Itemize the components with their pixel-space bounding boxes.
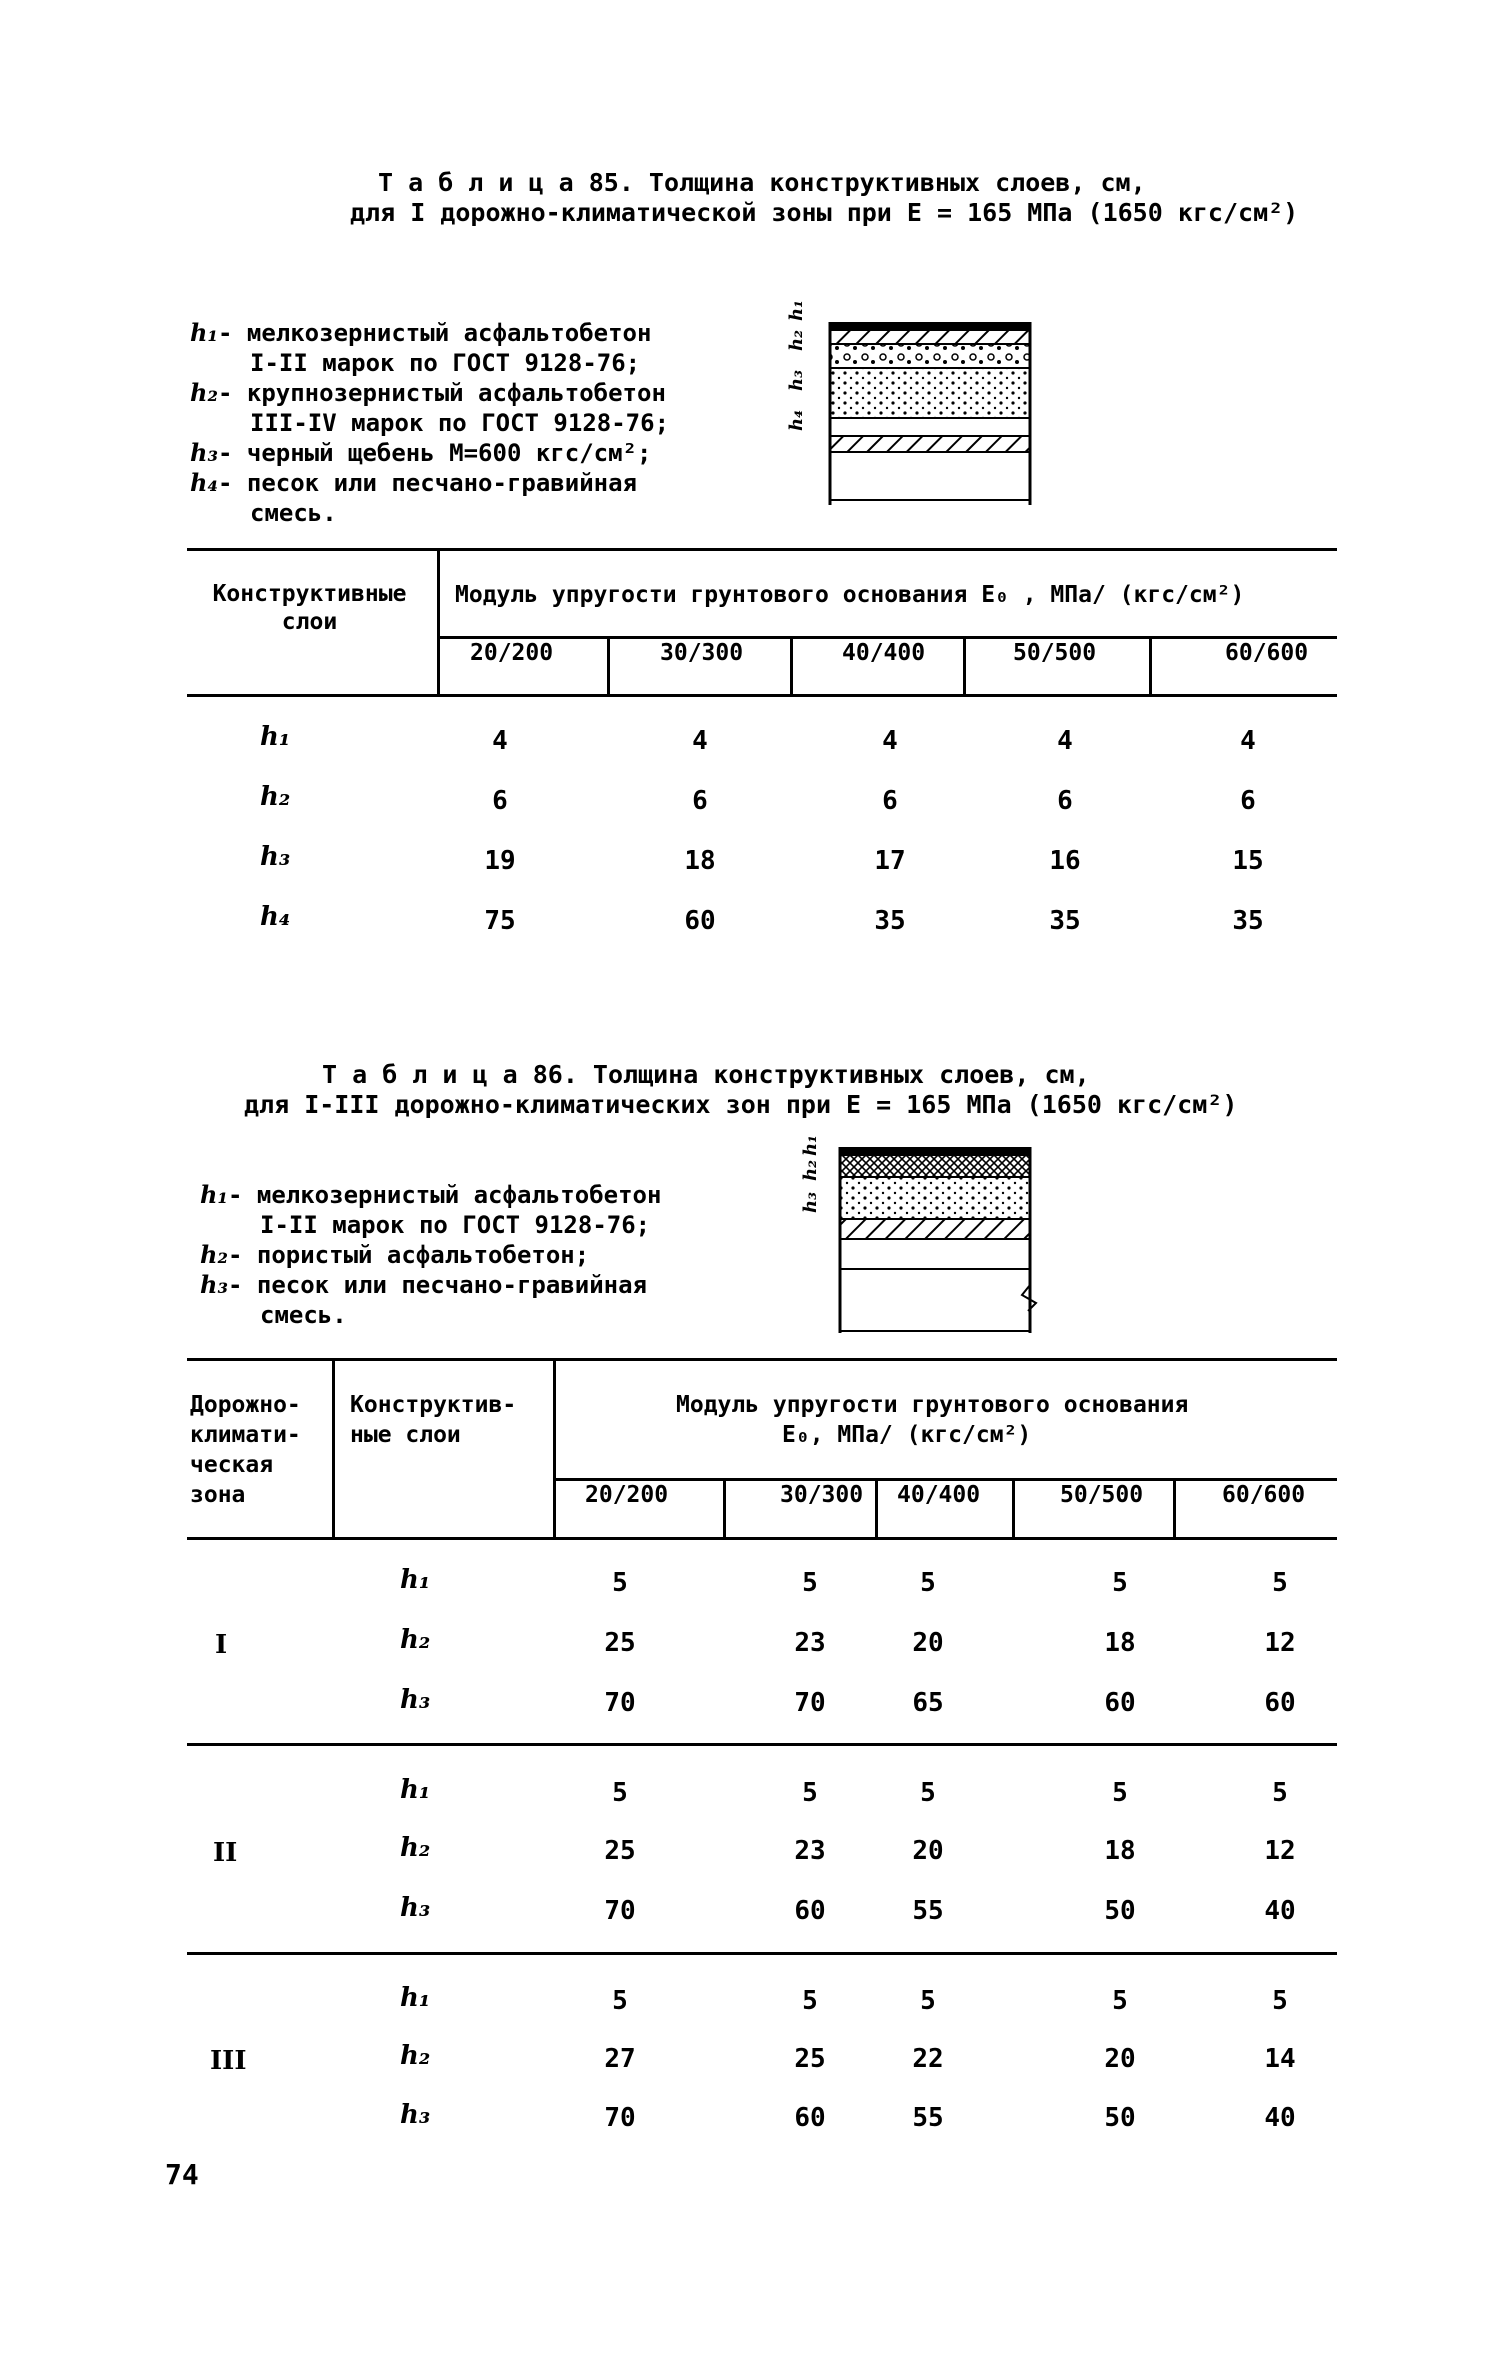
table86-caption-line1: Т а б л и ц а 86. Толщина конструктивных слоев, см, bbox=[322, 1060, 1090, 1089]
table-cell: 60 bbox=[684, 906, 716, 936]
rule bbox=[553, 1478, 1337, 1481]
table-cell: 25 bbox=[604, 1836, 636, 1866]
rule bbox=[1149, 636, 1152, 696]
rule bbox=[437, 636, 1337, 639]
table-cell: 6 bbox=[692, 786, 708, 816]
table86-col-header: 50/500 bbox=[1060, 1482, 1144, 1508]
table86-header-layers: Конструктив- ные слои bbox=[350, 1392, 517, 1448]
table-cell: 25 bbox=[794, 2044, 826, 2074]
table85-header-modulus: Модуль упругости грунтового основания E₀ , МПа/ (кгс/см²) bbox=[455, 582, 1245, 608]
table-row-label: h₁ bbox=[400, 1565, 431, 1595]
legend-row: смесь. bbox=[250, 499, 337, 527]
zone-label: III bbox=[210, 2046, 247, 2076]
table-cell: 6 bbox=[492, 786, 508, 816]
table-cell: 22 bbox=[912, 2044, 944, 2074]
legend-row: I-II марок по ГОСТ 9128-76; bbox=[260, 1211, 651, 1239]
table-cell: 75 bbox=[484, 906, 516, 936]
table-cell: 5 bbox=[1272, 1986, 1288, 2016]
table-cell: 5 bbox=[920, 1568, 936, 1598]
table-cell: 35 bbox=[1232, 906, 1264, 936]
table-cell: 20 bbox=[912, 1836, 944, 1866]
table-cell: 17 bbox=[874, 846, 906, 876]
table-row-label: h₂ bbox=[260, 782, 291, 812]
table-cell: 5 bbox=[802, 1778, 818, 1808]
rule bbox=[187, 694, 1337, 697]
legend-row: h₂- пористый асфальтобетон; bbox=[200, 1240, 590, 1269]
table-row-label: h₁ bbox=[260, 722, 291, 752]
table-cell: 15 bbox=[1232, 846, 1264, 876]
diagram85-label-h1: h₁ bbox=[785, 300, 807, 321]
rule bbox=[553, 1358, 556, 1540]
table-cell: 18 bbox=[684, 846, 716, 876]
table-cell: 5 bbox=[1112, 1778, 1128, 1808]
table-cell: 6 bbox=[1240, 786, 1256, 816]
table-cell: 4 bbox=[1057, 726, 1073, 756]
table-row-label: h₂ bbox=[400, 1625, 431, 1655]
table86-legend bbox=[200, 1180, 661, 1330]
table-row-label: h₂ bbox=[400, 2041, 431, 2071]
table-cell: 5 bbox=[1272, 1568, 1288, 1598]
table-cell: 5 bbox=[920, 1986, 936, 2016]
table85-col-header: 50/500 bbox=[1013, 640, 1097, 666]
table-cell: 18 bbox=[1104, 1836, 1136, 1866]
table-row-label: h₃ bbox=[400, 1685, 431, 1715]
table-cell: 18 bbox=[1104, 1628, 1136, 1658]
table85-col-header: 60/600 bbox=[1225, 640, 1309, 666]
table-cell: 4 bbox=[492, 726, 508, 756]
table85-col-header: 40/400 bbox=[842, 640, 926, 666]
zone-label: II bbox=[213, 1838, 238, 1868]
rule bbox=[187, 1358, 1337, 1361]
table-cell: 5 bbox=[802, 1986, 818, 2016]
table86-layer-diagram bbox=[790, 1135, 1050, 1340]
table-cell: 60 bbox=[794, 2103, 826, 2133]
table85-col-header: 30/300 bbox=[660, 640, 744, 666]
table-row-label: h₃ bbox=[260, 842, 291, 872]
table-row-label: h₃ bbox=[400, 1893, 431, 1923]
table85-header-layers: Конструктивные слои bbox=[212, 581, 407, 635]
table-cell: 5 bbox=[612, 1778, 628, 1808]
table-cell: 16 bbox=[1049, 846, 1081, 876]
table-cell: 40 bbox=[1264, 1896, 1296, 1926]
table-cell: 55 bbox=[912, 2103, 944, 2133]
table85-layer-diagram bbox=[770, 310, 1070, 510]
table-cell: 5 bbox=[1112, 1986, 1128, 2016]
table-cell: 19 bbox=[484, 846, 516, 876]
table-cell: 5 bbox=[612, 1568, 628, 1598]
table85-caption-line2: для I дорожно-климатической зоны при E = 165 МПа (1650 кгс/см²) bbox=[350, 198, 1299, 227]
diagram85-label-h4: h₄ bbox=[785, 410, 807, 431]
table-cell: 70 bbox=[604, 1688, 636, 1718]
table85-col-header: 20/200 bbox=[470, 640, 554, 666]
rule bbox=[437, 548, 440, 696]
legend-row: III-IV марок по ГОСТ 9128-76; bbox=[250, 409, 670, 437]
rule bbox=[187, 548, 1337, 551]
table86-caption-line2: для I-III дорожно-климатических зон при E = 165 МПа (1650 кгс/см²) bbox=[244, 1090, 1238, 1119]
table-cell: 5 bbox=[1272, 1778, 1288, 1808]
rule bbox=[187, 1743, 1337, 1746]
diagram85-label-h3: h₃ bbox=[785, 370, 807, 391]
table-cell: 4 bbox=[1240, 726, 1256, 756]
table-cell: 20 bbox=[1104, 2044, 1136, 2074]
table86-col-header: 20/200 bbox=[585, 1482, 669, 1508]
rule bbox=[187, 1537, 1337, 1540]
rule bbox=[963, 636, 966, 696]
table-cell: 5 bbox=[612, 1986, 628, 2016]
diagram86-label-h2: h₂ bbox=[799, 1160, 821, 1181]
table85-caption-line1: Т а б л и ц а 85. Толщина конструктивных слоев, см, bbox=[378, 168, 1146, 197]
table-cell: 4 bbox=[692, 726, 708, 756]
rule bbox=[723, 1478, 726, 1538]
table-cell: 40 bbox=[1264, 2103, 1296, 2133]
table-cell: 60 bbox=[1104, 1688, 1136, 1718]
table-cell: 23 bbox=[794, 1628, 826, 1658]
table-cell: 55 bbox=[912, 1896, 944, 1926]
table-cell: 50 bbox=[1104, 2103, 1136, 2133]
legend-row: h₄- песок или песчано-гравийная bbox=[190, 468, 637, 497]
table-cell: 27 bbox=[604, 2044, 636, 2074]
table-cell: 6 bbox=[1057, 786, 1073, 816]
table86-col-header: 30/300 bbox=[780, 1482, 864, 1508]
table-cell: 65 bbox=[912, 1688, 944, 1718]
table-row-label: h₄ bbox=[260, 902, 291, 932]
table-cell: 35 bbox=[1049, 906, 1081, 936]
zone-label: I bbox=[215, 1630, 228, 1660]
table-cell: 20 bbox=[912, 1628, 944, 1658]
legend-row: h₁- мелкозернистый асфальтобетон bbox=[200, 1180, 662, 1209]
table-cell: 60 bbox=[794, 1896, 826, 1926]
table-cell: 4 bbox=[882, 726, 898, 756]
table86-header-modulus-line1: Модуль упругости грунтового основания bbox=[676, 1392, 1189, 1418]
table85-legend bbox=[190, 318, 669, 528]
legend-row: h₁- мелкозернистый асфальтобетон bbox=[190, 318, 652, 347]
table-cell: 70 bbox=[604, 2103, 636, 2133]
table-cell: 5 bbox=[920, 1778, 936, 1808]
table-cell: 60 bbox=[1264, 1688, 1296, 1718]
table86-header-zone: Дорожно- климати- ческая зона bbox=[190, 1392, 301, 1508]
table-row-label: h₃ bbox=[400, 2100, 431, 2130]
rule bbox=[790, 636, 793, 696]
page-number: 74 bbox=[165, 2158, 199, 2191]
table-cell: 12 bbox=[1264, 1628, 1296, 1658]
table-row-label: h₂ bbox=[400, 1833, 431, 1863]
legend-row: смесь. bbox=[260, 1301, 347, 1329]
table-cell: 5 bbox=[1112, 1568, 1128, 1598]
table-row-label: h₁ bbox=[400, 1775, 431, 1805]
table-cell: 14 bbox=[1264, 2044, 1296, 2074]
table86-col-header: 60/600 bbox=[1222, 1482, 1306, 1508]
legend-row: h₃- черный щебень M=600 кгс/см²; bbox=[190, 438, 652, 467]
rule bbox=[607, 636, 610, 696]
table-cell: 5 bbox=[802, 1568, 818, 1598]
legend-row: I-II марок по ГОСТ 9128-76; bbox=[250, 349, 641, 377]
table-cell: 6 bbox=[882, 786, 898, 816]
diagram86-label-h3: h₃ bbox=[799, 1192, 821, 1213]
table-cell: 35 bbox=[874, 906, 906, 936]
rule bbox=[1012, 1478, 1015, 1538]
table-cell: 23 bbox=[794, 1836, 826, 1866]
table-cell: 70 bbox=[604, 1896, 636, 1926]
legend-row: h₃- песок или песчано-гравийная bbox=[200, 1270, 647, 1299]
legend-row: h₂- крупнозернистый асфальтобетон bbox=[190, 378, 666, 407]
table-cell: 12 bbox=[1264, 1836, 1296, 1866]
rule bbox=[1173, 1478, 1176, 1538]
table86-col-header: 40/400 bbox=[897, 1482, 981, 1508]
diagram86-label-h1: h₁ bbox=[799, 1135, 821, 1156]
table-cell: 70 bbox=[794, 1688, 826, 1718]
table-row-label: h₁ bbox=[400, 1983, 431, 2013]
diagram85-label-h2: h₂ bbox=[785, 330, 807, 351]
table-cell: 25 bbox=[604, 1628, 636, 1658]
rule bbox=[332, 1358, 335, 1540]
rule bbox=[187, 1952, 1337, 1955]
table-cell: 50 bbox=[1104, 1896, 1136, 1926]
rule bbox=[875, 1478, 878, 1538]
table86-header-modulus-line2: E₀, МПа/ (кгс/см²) bbox=[782, 1422, 1032, 1448]
